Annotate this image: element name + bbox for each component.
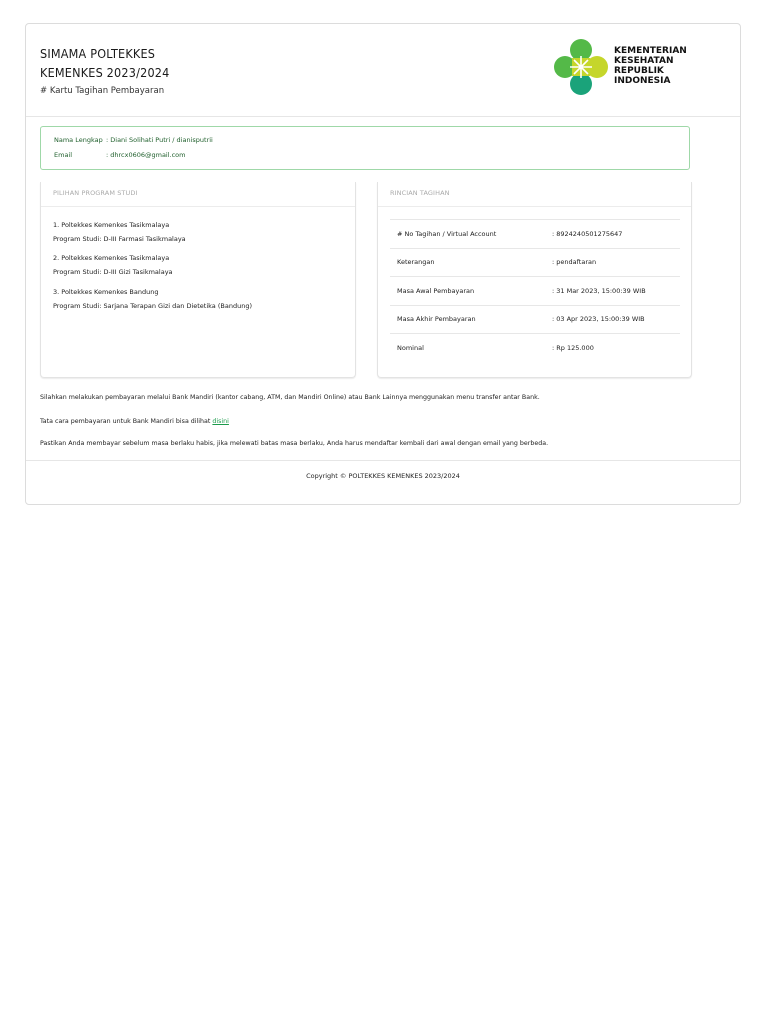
billing-key: Nominal	[390, 334, 545, 362]
page-title-line2: KEMENKES 2023/2024	[40, 65, 170, 80]
program-school: 3. Poltekkes Kemenkes Bandung	[53, 288, 159, 296]
logo-line: INDONESIA	[614, 76, 671, 86]
table-row	[390, 220, 680, 249]
logo-text	[614, 46, 687, 86]
table-row	[390, 277, 680, 306]
user-info-box	[40, 126, 690, 170]
program-item	[53, 218, 186, 246]
panel-divider	[41, 206, 355, 207]
user-name-value: : Diani Solihati Putri / dianisputrii	[106, 136, 213, 144]
page-subtitle: # Kartu Tagihan Pembayaran	[40, 86, 165, 96]
program-study: Program Studi: D-III Farmasi Tasikmalaya	[53, 235, 186, 243]
howto-note	[40, 418, 229, 425]
payment-instruction: Silahkan melakukan pembayaran melalui Bank Mandiri (kantor cabang, ATM, dan Mandiri Online) atau Bank Lainnya menggunakan menu transfer antar Bank.	[40, 394, 540, 401]
user-email-row	[54, 151, 186, 159]
billing-value: : Rp 125.000	[545, 334, 680, 362]
deadline-warning: Pastikan Anda membayar sebelum masa berlaku habis, jika melewati batas masa berlaku, Anda harus mendaftar kembali dari awal dengan email yang berbeda.	[40, 440, 549, 447]
page-title	[40, 44, 170, 82]
user-name-row	[54, 136, 213, 144]
billing-key: Masa Akhir Pembayaran	[390, 305, 545, 334]
program-choices-heading: PILIHAN PROGRAM STUDI	[53, 189, 138, 197]
billing-table	[390, 219, 680, 362]
billing-details-panel	[377, 182, 692, 378]
page-title-line1: SIMAMA POLTEKKES	[40, 46, 156, 61]
user-name-label: Nama Lengkap	[54, 136, 103, 144]
program-choices-panel	[40, 182, 356, 378]
kemenkes-emblem-icon	[554, 36, 610, 100]
billing-key: # No Tagihan / Virtual Account	[390, 220, 545, 249]
howto-text: Tata cara pembayaran untuk Bank Mandiri bisa dilihat	[40, 418, 213, 425]
program-study: Program Studi: D-III Gizi Tasikmalaya	[53, 268, 173, 276]
billing-value: : pendaftaran	[545, 248, 680, 277]
logo-line: REPUBLIK	[614, 66, 664, 76]
billing-key: Masa Awal Pembayaran	[390, 277, 545, 306]
billing-value: : 8924240501275647	[545, 220, 680, 249]
billing-details-heading: RINCIAN TAGIHAN	[390, 189, 450, 197]
table-row	[390, 334, 680, 362]
table-row	[390, 248, 680, 277]
program-study: Program Studi: Sarjana Terapan Gizi dan Dietetika (Bandung)	[53, 302, 252, 310]
billing-card	[25, 23, 741, 505]
program-school: 2. Poltekkes Kemenkes Tasikmalaya	[53, 254, 170, 262]
program-item	[53, 251, 173, 279]
billing-value: : 31 Mar 2023, 15:00:39 WIB	[545, 277, 680, 306]
program-item	[53, 285, 252, 313]
logo-line: KESEHATAN	[614, 56, 674, 66]
logo-line: KEMENTERIAN	[614, 46, 687, 56]
howto-link[interactable]: disini	[212, 418, 229, 425]
panel-divider	[378, 206, 691, 207]
user-email-value: : dhrcx0606@gmail.com	[106, 151, 186, 159]
header-divider	[26, 116, 740, 117]
table-row	[390, 305, 680, 334]
billing-key: Keterangan	[390, 248, 545, 277]
footer-divider	[26, 460, 740, 461]
kemenkes-logo	[554, 36, 694, 100]
footer-copyright: Copyright © POLTEKKES KEMENKES 2023/2024	[306, 472, 460, 480]
billing-value: : 03 Apr 2023, 15:00:39 WIB	[545, 305, 680, 334]
user-email-label: Email	[54, 151, 73, 159]
program-school: 1. Poltekkes Kemenkes Tasikmalaya	[53, 221, 170, 229]
